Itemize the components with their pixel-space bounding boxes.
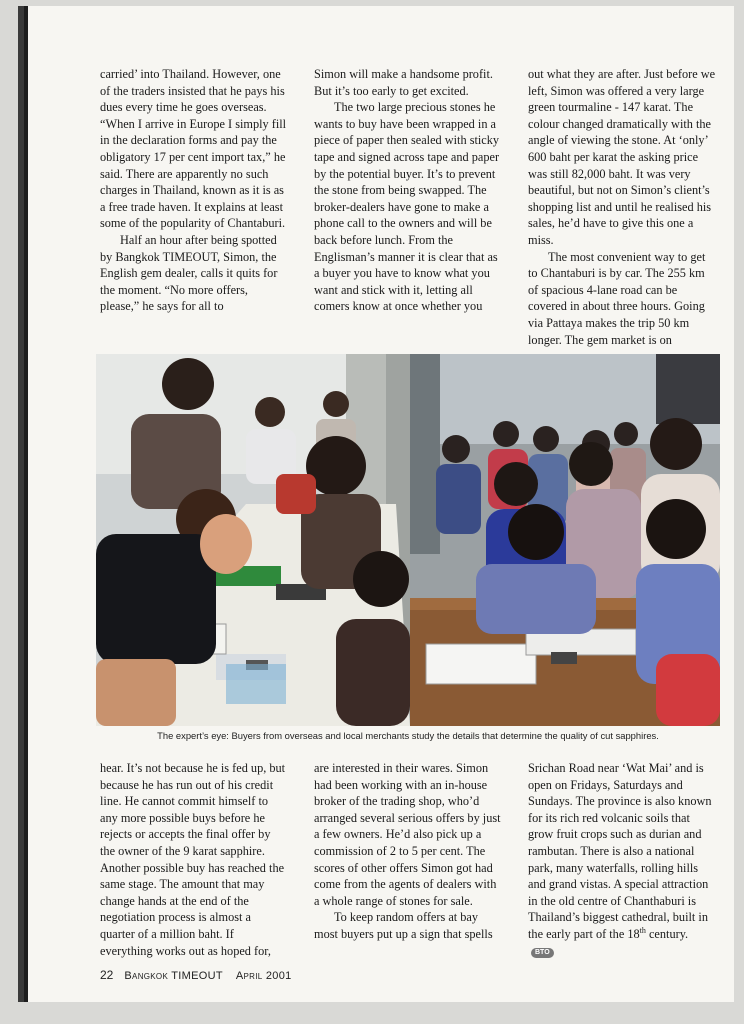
paragraph: carried’ into Thailand. However, one of the traders insisted that he pays his dues every time he goes overseas. “When I arrive in Europe I simply fill in the declaration forms and pay the obligatory 17 per cent import tax,” he said. There are apparently no such charges in Thailand, known as it is as a free trade haven. It explains at least some of the popularity of Chantaburi. (100, 67, 287, 231)
gem-market-illustration (96, 354, 720, 726)
paragraph: Half an hour after being spotted by Bangkok TIMEOUT, Simon, the English gem dealer, calls it quits for the moment. “No more offers, please,” he says for all to (100, 232, 278, 314)
photo-caption: The expert’s eye: Buyers from overseas and local merchants study the details that determine the quality of cut sapphires. (157, 730, 659, 741)
paragraph: The most convenient way to get to Chantaburi is by car. The 255 km of spacious 4-lane road can be covered in about three hours. Going via Pattaya makes the trip 50 km longer. The gem market is on (528, 249, 706, 347)
article-column-2-top (314, 66, 502, 350)
issue-date: April 2001 (235, 970, 292, 982)
magazine-name: Bangkok TIMEOUT (124, 970, 223, 982)
paragraph-text: Srichan Road near ‘Wat Mai’ and is open on Fridays, Saturdays and Sundays. The province is also known for its rich red volcanic soils that grow fruit crops such as durian and rambutan. There is also a national park, many waterfalls, rolling hills and grand vistas. A special attraction in the old centre of Chanthaburi is Thailand’s biggest cathedral, built in the early part of the 18 (528, 761, 712, 941)
page-footer (100, 968, 292, 982)
end-mark-badge: BTO (531, 948, 554, 958)
paragraph (528, 760, 716, 959)
page-number: 22 (100, 968, 114, 982)
paragraph: To keep random offers at bay most buyers put up a sign that spells (314, 910, 493, 941)
article-column-1-top (100, 66, 288, 350)
paragraph: The two large precious stones he wants to buy have been wrapped in a piece of paper then sealed with sticky tape and signed across tape and paper by the potential buyer. It’s to prevent the stone from being swapped. The broker-dealers have gone to make a phone call to the owners and will be back before lunch. From the Englisman’s manner it is clear that as a buyer you have to know what you want and stick with it, letting all comers know at once whether you (314, 100, 500, 314)
paragraph: Simon will make a handsome profit. But it’s too early to get excited. (314, 67, 493, 98)
article-column-3-top (528, 66, 716, 350)
paragraph: out what they are after. Just before we left, Simon was offered a very large green tourmaline - 147 karat. The colour changed dramatically with the angle of viewing the stone. At ‘only’ 600 baht per karat the asking price was still 82,000 baht. It was very beautiful, but not on Simon’s client’s shopping list and until he realised his sales, he’d have to give this one a miss. (528, 67, 716, 247)
market-photo (96, 354, 720, 726)
superscript: th (639, 925, 646, 935)
magazine-page (28, 6, 734, 1002)
paragraph: are interested in their wares. Simon had been working with an in-house broker of the trading shop, who’d arranged several serious offers by just a few owners. He’d also pick up a commission of 2 to 5 per cent. The scores of other offers Simon got had come from the agents of dealers with a whole range of stones for sale. (314, 761, 501, 908)
article-column-2-bottom (314, 760, 502, 960)
article-column-1-bottom (100, 760, 288, 960)
paragraph-text: century. (645, 926, 689, 941)
article-column-3-bottom (528, 760, 716, 960)
paragraph: hear. It’s not because he is fed up, but because he has run out of his credit line. He cannot commit himself to any more possible buys before he rejects or accepts the final offer by the owner of the 9 karat sapphire. Another possible buy has reached the same stage. The amount that may change hands at the end of the negotiation process is almost a quarter of a million baht. If everything works out as hoped for, (100, 761, 286, 958)
